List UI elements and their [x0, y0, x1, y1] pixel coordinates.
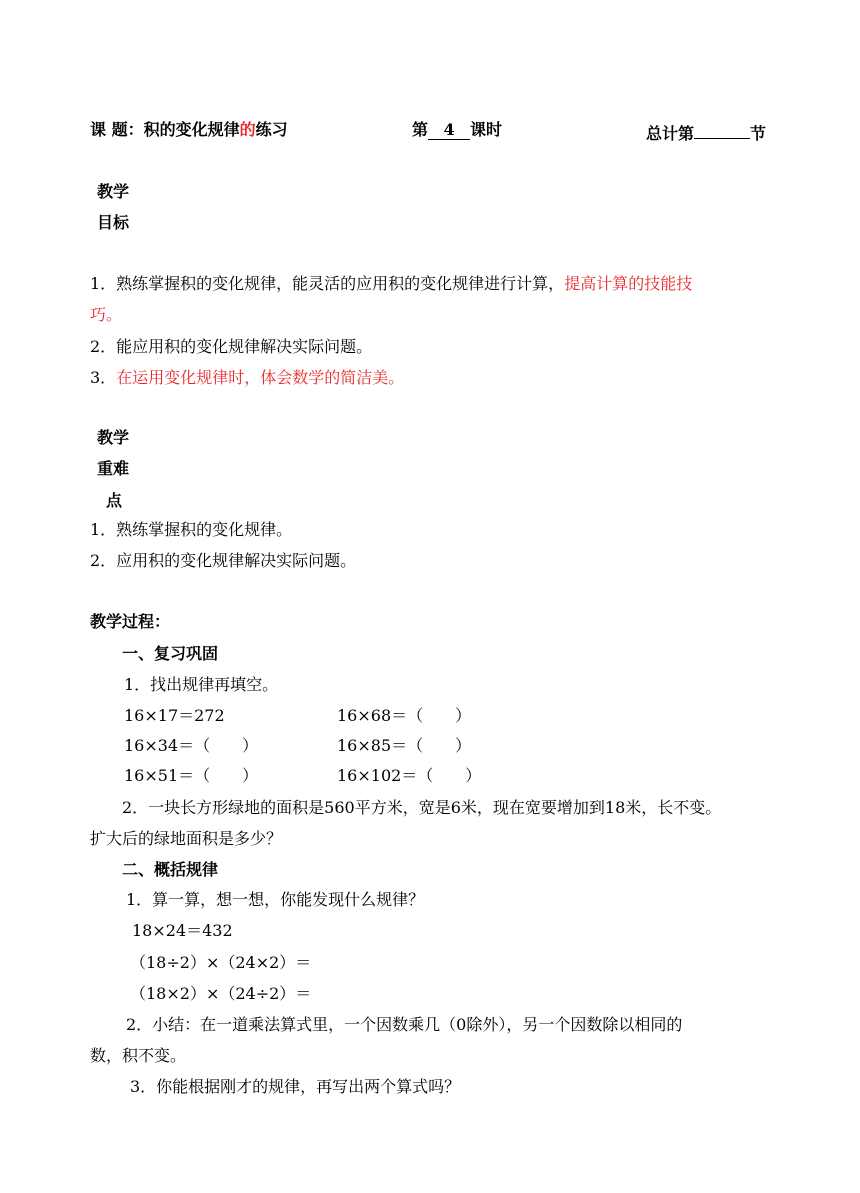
difficulty-label-1: 教学 — [97, 428, 130, 447]
goal-item-3-red: 在运用变化规律时，体会数学的简洁美。 — [116, 368, 405, 387]
section2-equation-1: 18×24＝432 — [132, 921, 233, 940]
lesson-count — [412, 120, 502, 140]
section2-question-1: 1．算一算，想一想，你能发现什么规律？ — [126, 890, 425, 909]
goal-item-2: 2．能应用积的变化规律解决实际问题。 — [90, 337, 373, 356]
total-value — [694, 120, 750, 139]
difficulty-item-1: 1．熟练掌握积的变化规律。 — [90, 520, 293, 539]
section2-question-3: 3．你能根据刚才的规律，再写出两个算式吗？ — [130, 1077, 461, 1096]
section2-summary: 2．小结：在一道乘法算式里，一个因数乘几（0除外），另一个因数除以相同的 — [126, 1015, 683, 1034]
lesson-prefix: 第 — [412, 120, 429, 139]
section1-question-2: 2．一块长方形绿地的面积是560平方米，宽是6米，现在宽要增加到18米，长不变。 — [122, 798, 722, 817]
goal-item-1-cont: 巧。 — [90, 305, 123, 324]
equation-right-3: 16×102＝（ ） — [337, 766, 482, 785]
equation-left-3: 16×51＝（ ） — [124, 766, 259, 785]
equation-left-2: 16×34＝（ ） — [124, 736, 259, 755]
topic-red-char: 的 — [239, 120, 256, 139]
total-suffix: 节 — [750, 124, 767, 143]
difficulty-item-2: 2．应用积的变化规律解决实际问题。 — [90, 551, 357, 570]
difficulty-label-2: 重难 — [97, 459, 130, 478]
goal-item-1-red: 提高计算的技能技 — [564, 274, 693, 293]
topic-prefix: 课 题：积的变化规律 — [90, 120, 240, 139]
section2-equation-3: （18×2）×（24÷2）＝ — [130, 984, 312, 1003]
goal-item-1 — [90, 274, 692, 294]
lesson-suffix: 课时 — [470, 120, 503, 139]
section2-equation-2: （18÷2）×（24×2）＝ — [130, 953, 312, 972]
equation-right-2: 16×85＝（ ） — [337, 736, 472, 755]
section2-summary-cont: 数，积不变。 — [90, 1046, 187, 1065]
process-title: 教学过程： — [90, 612, 171, 631]
goals-label-2: 目标 — [97, 213, 130, 232]
goal-item-1-text: 1．熟练掌握积的变化规律，能灵活的应用积的变化规律进行计算， — [90, 274, 565, 293]
equation-left-1: 16×17＝272 — [124, 706, 225, 725]
total-prefix: 总计第 — [646, 124, 695, 143]
equation-right-1: 16×68＝（ ） — [337, 706, 472, 725]
lesson-number: 4 — [428, 121, 470, 140]
total-count — [646, 120, 766, 144]
goal-item-3 — [90, 368, 404, 388]
goals-label-1: 教学 — [97, 182, 130, 201]
topic-line — [90, 120, 288, 140]
difficulty-label-3: 点 — [106, 491, 123, 510]
section1-question-2-cont: 扩大后的绿地面积是多少？ — [90, 829, 283, 848]
topic-suffix: 练习 — [255, 120, 288, 139]
section1-heading: 一、复习巩固 — [122, 644, 219, 663]
section1-question-1: 1．找出规律再填空。 — [124, 675, 279, 694]
section2-heading: 二、概括规律 — [122, 860, 219, 879]
goal-item-3-prefix: 3． — [90, 368, 117, 387]
